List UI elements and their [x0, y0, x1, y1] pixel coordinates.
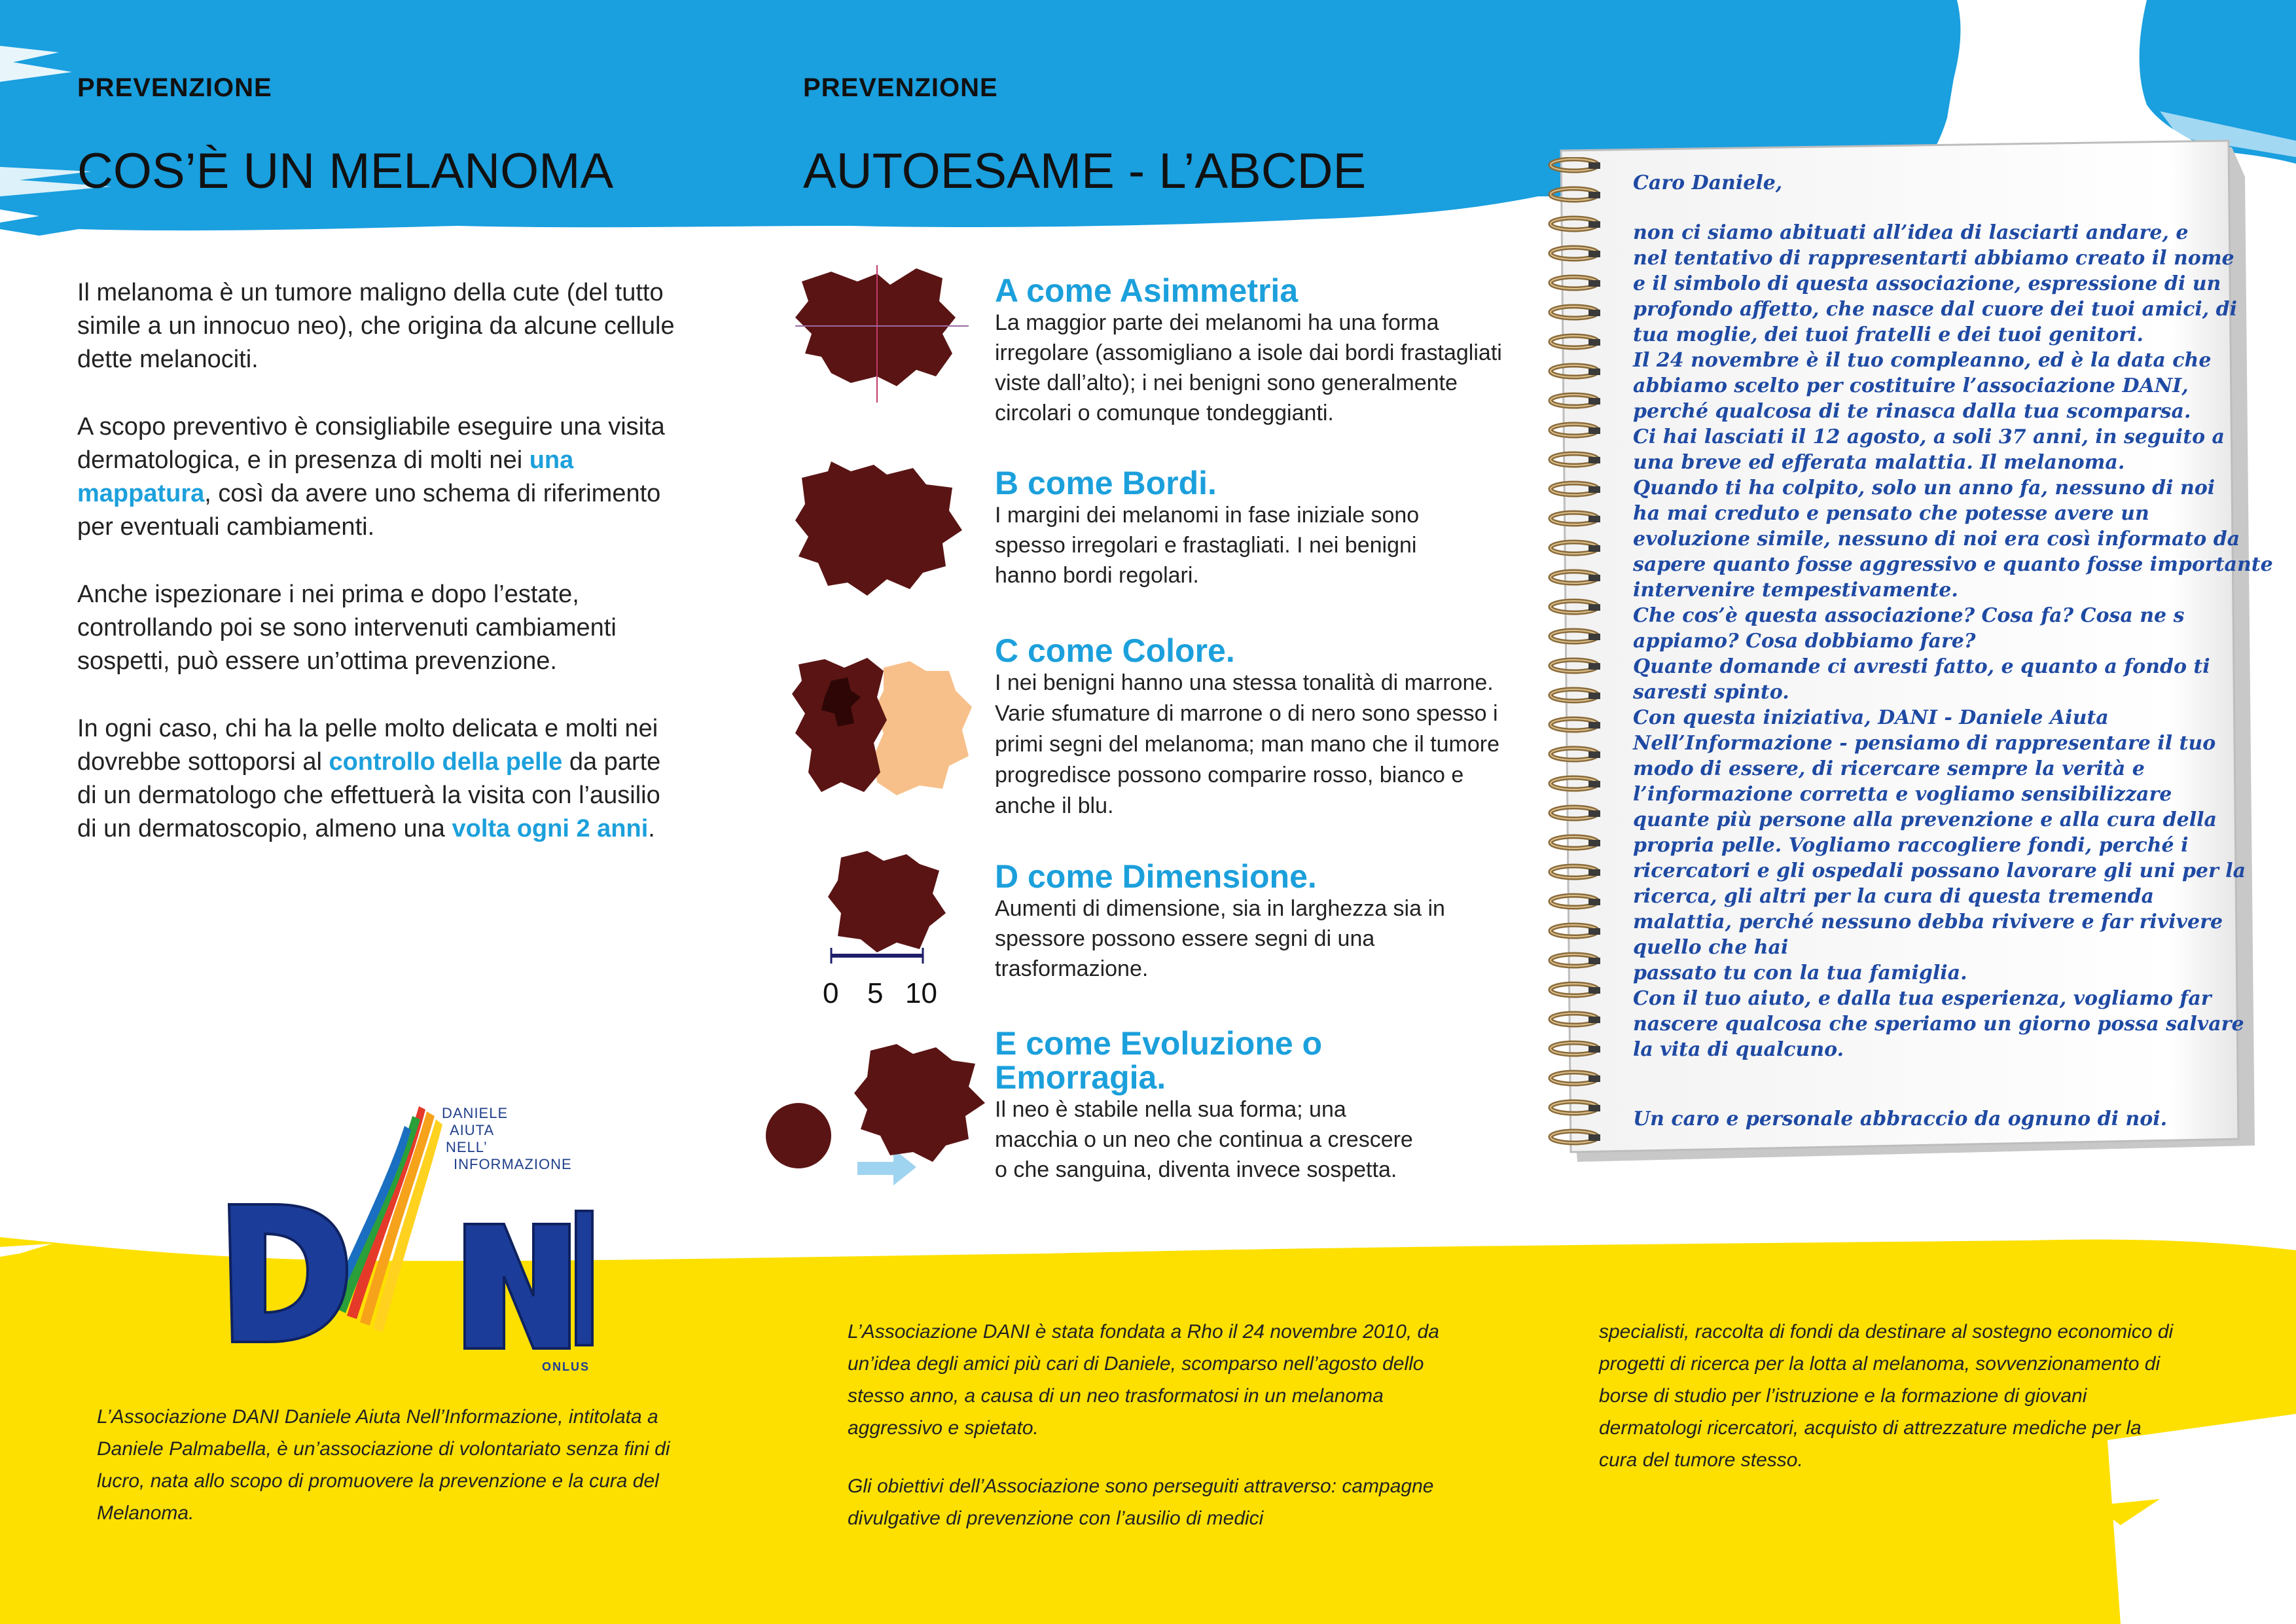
letter-line: Con questa iniziativa, DANI - Daniele Aiuta: [1633, 706, 2109, 729]
footer-col-1: [97, 1401, 706, 1555]
section-heading: E come Evoluzione o Emorragia.: [995, 1025, 1323, 1096]
scale-label-5: 5: [867, 977, 884, 1009]
letter-signoff: Un caro e personale abbraccio da ognuno di noi.: [1633, 1108, 2168, 1130]
section-evolution: [995, 1026, 1414, 1185]
logo-onlus: ONLUS: [542, 1360, 590, 1373]
left-paragraph: [77, 578, 686, 678]
mole-asymmetry-illustration: [785, 262, 982, 425]
tagline-line: DANIELE: [442, 1105, 509, 1121]
letter-line: modo di essere, di ricercare sempre la verità e: [1633, 757, 2145, 780]
tagline-line: AIUTA: [450, 1122, 495, 1138]
left-paragraph: [77, 410, 686, 544]
letter-line: ricerca, gli altri per la cura di questa tremenda: [1633, 885, 2154, 908]
section-text: Aumenti di dimensione, sia in larghezza sia in spessore possono essere segni di una trasformazione.: [995, 896, 1445, 981]
letter-line: Ci hai lasciati il 12 agosto, a soli 37 anni, in seguito a: [1633, 425, 2225, 448]
letter-line: abbiamo scelto per costituire l’associazione DANI,: [1633, 374, 2189, 397]
letter-line: propria pelle. Vogliamo raccogliere fondi, perché i: [1633, 834, 2189, 857]
tagline-line: NELL’: [446, 1139, 488, 1155]
letter-line: Caro Daniele,: [1633, 171, 1783, 194]
letter-line: Quante domande ci avresti fatto, e quanto a fondo ti: [1633, 655, 2210, 678]
section-text: I nei benigni hanno una stessa tonalità di marrone. Varie sfumature di marrone o di nero sono spesso i primi segni del melanoma; man mano che il tumore progredisce possono comparire rosso, bianco e anche il blu.: [995, 670, 1500, 818]
footer-col-2: [848, 1316, 1450, 1561]
section-asymmetry: [995, 274, 1532, 428]
letter-line: Nell’Informazione - pensiamo di rappresentare il tuo: [1633, 732, 2216, 755]
section-borders: [995, 466, 1479, 590]
scale-label-10: 10: [905, 977, 937, 1009]
left-paragraph: [77, 712, 686, 846]
letter-line: e il simbolo di questa associazione, espressione di un: [1633, 272, 2221, 295]
section-heading: A come Asimmetria: [995, 272, 1299, 309]
letter-line: passato tu con la tua famiglia.: [1633, 962, 1967, 984]
letter-line: ha mai creduto e pensato che potesse avere un: [1633, 502, 2149, 525]
mole-color-illustration: [785, 651, 982, 808]
letter-line: appiamo? Cosa dobbiamo fare?: [1633, 630, 1976, 653]
middle-title: AUTOESAME - L’ABCDE: [803, 143, 1367, 199]
letter-line: Quando ti ha colpito, solo un anno fa, nessuno di noi: [1633, 477, 2215, 499]
paragraph-text: da parte di un dermatologo che effettuerà la visita con l’ausilio di un dermatoscopio, almeno una: [77, 748, 661, 842]
paragraph-text: Anche ispezionare i nei prima e dopo l’estate, controllando poi se sono intervenuti cambiamenti sospetti, può essere un’ottima prevenzione.: [77, 581, 617, 675]
footer-paragraph: L’Associazione DANI Daniele Aiuta Nell’Informazione, intitolata a Daniele Palmabella, è un’associazione di volontariato senza fini di lucro, nata allo scopo di promuovere la prevenzione e la cura del Melanoma.: [97, 1406, 670, 1524]
section-heading: C come Colore.: [995, 632, 1235, 669]
tagline-line: INFORMAZIONE: [454, 1156, 572, 1172]
section-text: Il neo è stabile nella sua forma; una macchia o un neo che continua a crescere o che sanguina, diventa invece sospetta.: [995, 1097, 1413, 1182]
highlight-mappatura: una mappatura: [77, 446, 574, 507]
mole-evolution-illustration: [759, 1038, 1021, 1188]
left-kicker: PREVENZIONE: [77, 73, 272, 102]
letter-line: tua moglie, dei tuoi fratelli e dei tuoi genitori.: [1633, 323, 2144, 346]
letter-line: Che cos’è questa associazione? Cosa fa? Cosa ne s: [1633, 604, 2185, 627]
mole-border-illustration: [789, 458, 972, 602]
letter-line: la vita di qualcuno.: [1633, 1038, 1844, 1061]
footer-paragraph: Gli obiettivi dell’Associazione sono perseguiti attraverso: campagne divulgative di prevenzione con l’ausilio di medici: [848, 1475, 1434, 1529]
letter-line: nel tentativo di rappresentarti abbiamo creato il nome: [1633, 247, 2234, 270]
highlight-controllo: controllo della pelle: [329, 748, 563, 776]
letter-line: saresti spinto.: [1633, 681, 1789, 704]
letter-line: nascere qualcosa che speriamo un giorno possa salvare: [1633, 1013, 2244, 1036]
letter-line: profondo affetto, che nasce dal cuore dei tuoi amici, di: [1633, 298, 2238, 321]
middle-kicker: PREVENZIONE: [803, 73, 998, 102]
section-heading: B come Bordi.: [995, 465, 1217, 501]
paragraph-text: .: [648, 815, 655, 842]
footer-paragraph: specialisti, raccolta di fondi da destinare al sostegno economico di progetti di ricerca per la lotta al melanoma, sovvenzionamento di borse di studio per l’istruzione e la formazione di giovani dermatologi ricercatori, acquisto di attrezzature mediche per la cura del tumore stesso.: [1599, 1321, 2174, 1471]
footer-paragraph: L’Associazione DANI è stata fondata a Rho il 24 novembre 2010, da un’idea degli amici più cari di Daniele, scomparso nell’agosto dello stesso anno, a causa di un neo trasformatosi in un melanoma aggressivo e spietato.: [848, 1321, 1439, 1439]
section-heading: D come Dimensione.: [995, 858, 1317, 895]
left-title: COS’È UN MELANOMA: [77, 143, 614, 199]
letter-line: Con il tuo aiuto, e dalla tua esperienza, vogliamo far: [1633, 987, 2212, 1010]
letter-line: l’informazione corretta e vogliamo sensibilizzare: [1633, 783, 2172, 806]
letter-line: sapere quanto fosse aggressivo e quanto fosse importante: [1633, 553, 2273, 576]
letter-line: intervenire tempestivamente.: [1633, 579, 1958, 602]
letter-line: quante più persone alla prevenzione e alla cura della: [1633, 808, 2217, 831]
scale-label-0: 0: [823, 977, 839, 1009]
footer-col-3: [1599, 1316, 2175, 1502]
section-text: I margini dei melanomi in fase iniziale sono spesso irregolari e frastagliati. I nei benigni hanno bordi regolari.: [995, 503, 1420, 588]
mole-dimension-illustration: [821, 844, 952, 956]
letter-line: quello che hai: [1633, 936, 1789, 959]
letter-line: Il 24 novembre è il tuo compleanno, ed è la data che: [1633, 349, 2212, 372]
letter-line: una breve ed efferata malattia. Il melanoma.: [1633, 451, 2125, 474]
left-body: [77, 276, 686, 880]
letter-line: non ci siamo abituati all’idea di lasciarti andare, e: [1633, 221, 2189, 244]
scale-ruler: [825, 943, 929, 969]
notebook-spiral-binding: [1548, 157, 1607, 1146]
logo-tagline: [442, 1105, 572, 1173]
highlight-frequenza: volta ogni 2 anni: [452, 815, 649, 842]
notebook-letter: [1633, 171, 2273, 1130]
section-color: [995, 634, 1518, 821]
paragraph-text: In ogni caso, chi ha la pelle molto delicata e molti nei dovrebbe sottoporsi al: [77, 715, 658, 776]
left-paragraph: [77, 276, 686, 376]
paragraph-text: , così da avere uno schema di riferimento per eventuali cambiamenti.: [77, 480, 661, 541]
letter-line: perché qualcosa di te rinasca dalla tua scomparsa.: [1633, 400, 2191, 423]
paragraph-text: Il melanoma è un tumore maligno della cute (del tutto simile a un innocuo neo), che origina da alcune cellule dette melanociti.: [77, 279, 675, 373]
section-text: La maggior parte dei melanomi ha una forma irregolare (assomigliano a isole dai bordi frastagliati viste dall’alto); i nei benigni sono generalmente circolari o comunque tondeggianti.: [995, 310, 1502, 425]
letter-line: ricercatori e gli ospedali possano lavorare gli uni per la: [1633, 859, 2246, 882]
section-dimension: [995, 859, 1479, 984]
letter-line: evoluzione simile, nessuno di noi era così informato da: [1633, 528, 2240, 550]
paragraph-text: A scopo preventivo è consigliabile eseguire una visita dermatologica, e in presenza di molti nei: [77, 413, 665, 474]
letter-line: malattia, perché nessuno debba rivivere e far rivivere: [1633, 911, 2223, 933]
